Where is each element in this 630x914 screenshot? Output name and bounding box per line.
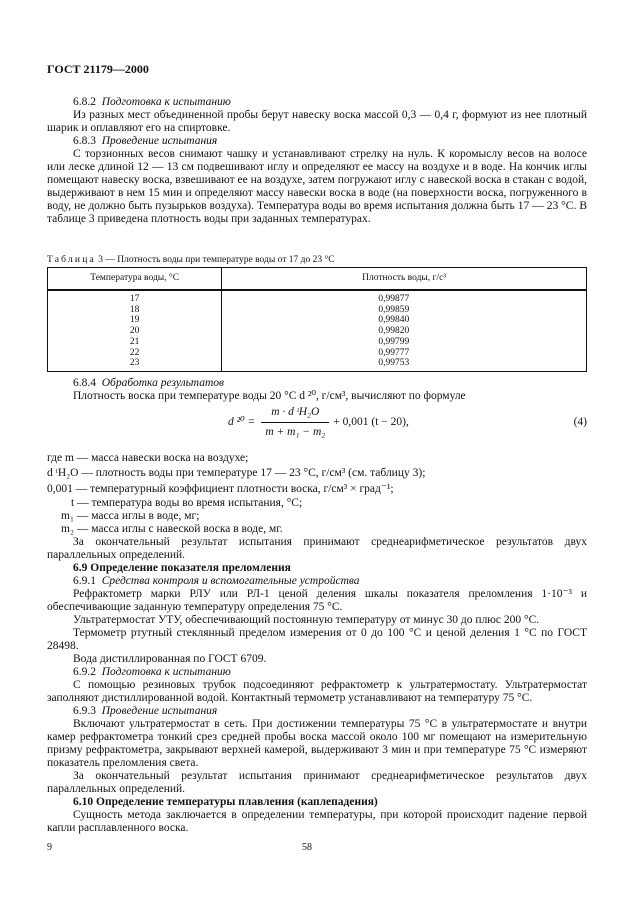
temperature-cell: 20 [48, 326, 222, 337]
paragraph: Из разных мест объединенной пробы берут навеску воска массой 0,3 — 0,4 г, формуют из нее плотный шарик и оплавляют его на спиртовке. [47, 109, 587, 134]
temperature-cell: 18 [48, 305, 222, 316]
paragraph: Вода дистиллированная по ГОСТ 6709. [73, 653, 267, 665]
table-row [48, 337, 587, 348]
table-caption [47, 255, 335, 266]
page-number-center: 58 [302, 842, 312, 853]
formula-number: (4) [573, 415, 587, 428]
section-title: Средства контроля и вспомогательные устройства [101, 575, 360, 587]
section-number: 6.9.1 [73, 575, 96, 587]
heading-6-9-2 [47, 666, 587, 679]
heading-6-9-1 [47, 575, 587, 588]
table-row [48, 315, 587, 326]
section-title: Подготовка к испытанию [101, 666, 231, 678]
section-title: Подготовка к испытанию [101, 96, 231, 108]
definition: где m — масса навески воска на воздухе; [47, 452, 249, 464]
table-row [48, 348, 587, 359]
heading-6-8-3 [47, 135, 587, 148]
paragraph: Термометр ртутный стеклянный пределом измерения от 0 до 100 °С и ценой деления 1 °С по ГОСТ 28498. [47, 627, 587, 652]
paragraph: Ультратермостат УТУ, обеспечивающий постоянную температуру от минус 30 до плюс 200 °С. [73, 614, 540, 626]
section-continued [47, 452, 587, 854]
definition: 0,001 — температурный коэффициент плотности воска, г/см³ × град⁻¹; [47, 483, 394, 495]
section-number: 6.9.2 [73, 666, 96, 678]
paragraph: Сущность метода заключается в определении температуры, при которой происходит падение первой капли расплавленного воска. [47, 809, 587, 834]
column-header: Температура воды, °С [48, 268, 222, 291]
section-number: 6.8.4 [73, 377, 96, 389]
heading-6-9: 6.9 Определение показателя преломления [73, 562, 291, 574]
table-row [48, 290, 587, 305]
definition: t — температура воды во время испытания, °С; [71, 497, 303, 509]
paragraph: Рефрактометр марки РЛУ или РЛ-1 ценой деления шкалы показателя преломления 1·10⁻³ и обеспечивающие заданную температуру определения 75 °С. [47, 588, 587, 613]
heading-6-10: 6.10 Определение температуры плавления (каплепадения) [73, 796, 378, 808]
temperature-cell: 22 [48, 348, 222, 359]
paragraph: С помощью резиновых трубок подсоединяют рефрактометр к ультратермостату. Ультратермостат заполняют дистиллированной водой. Контактный термометр устанавливают на температуру 75 °С. [47, 679, 587, 704]
heading-6-8-2 [47, 96, 587, 109]
heading-6-9-3 [47, 705, 587, 718]
caption-text: 3 — Плотность воды при температуре воды от 17 до 23 °С [95, 255, 335, 265]
temperature-cell: 19 [48, 315, 222, 326]
paragraph: Включают ультратермостат в сеть. При достижении температуры 75 °С в ультратермостате и внутри камер рефрактометра тонкий срез средней пробы воска массой около 100 мг помещают на измерительную призму рефрактометра, закрывают верхней камерой, выдерживают 3 мин и при температуре 75 °С измеряют показатель преломления света. [47, 718, 587, 769]
density-cell: 0,99820 [222, 326, 587, 337]
page-footer [47, 841, 587, 854]
section-number: 6.9.3 [73, 705, 96, 717]
density-cell: 0,99859 [222, 305, 587, 316]
density-cell: 0,99840 [222, 315, 587, 326]
formula-denominator: m + m₁ − m₂ [265, 425, 326, 438]
section-title: Проведение испытания [101, 135, 218, 147]
density-cell: 0,99753 [222, 358, 587, 371]
water-density-table [47, 267, 587, 372]
page-number-left: 9 [47, 842, 52, 853]
table-row [48, 326, 587, 337]
section-6-8-4 [47, 377, 587, 403]
caption-label: Таблица [47, 255, 96, 265]
paragraph: За окончательный результат испытания принимают среднеарифметическое результатов двух параллельных определений. [47, 536, 587, 561]
formula-4 [228, 403, 587, 441]
formula-fraction [261, 405, 329, 440]
section-title: Проведение испытания [101, 705, 218, 717]
table-row [48, 305, 587, 316]
density-cell: 0,99799 [222, 337, 587, 348]
formula-rest: + 0,001 (t − 20), [333, 415, 409, 428]
heading-6-8-4 [47, 377, 587, 390]
formula-lhs: d ²⁰ = [228, 415, 256, 428]
temperature-cell: 21 [48, 337, 222, 348]
paragraph: Плотность воска при температуре воды 20 °С d ²⁰, г/см³, вычисляют по формуле [73, 390, 466, 402]
section-title: Обработка результатов [101, 377, 224, 389]
temperature-cell: 23 [48, 358, 222, 371]
section-number: 6.8.3 [73, 135, 96, 147]
column-header: Плотность воды, г/с³ [222, 268, 587, 291]
section-6-8-2-3 [47, 96, 587, 226]
temperature-cell: 17 [48, 290, 222, 305]
formula-numerator: m · d ᵗH₂O [261, 405, 329, 423]
document-header: ГОСТ 21179—2000 [47, 62, 149, 76]
paragraph: С торзионных весов снимают чашку и устанавливают стрелку на нуль. К коромыслу весов на волосе или леске длиной 12 — 13 см подвешивают иглу и определяют ее массу на воздухе и в воде. На кончик иглы помещают навеску воска, взвешивают ее на воздухе, затем погружают иглу с навеской воска в стакан с водой, выдерживают в нем 15 мин и определяют массу навески воска в воде (на поверхности воска, погруженного в воду, не должно быть пузырьков воздуха). Температура воды во время испытания должна быть 17 — 23 °С. В таблице 3 приведена плотность воды при заданных температурах. [47, 148, 587, 225]
table-row [48, 358, 587, 371]
definition: d ᵗH₂O — плотность воды при температуре 17 — 23 °С, г/см³ (см. таблицу 3); [47, 467, 426, 479]
density-cell: 0,99777 [222, 348, 587, 359]
paragraph: За окончательный результат испытания принимают среднеарифметическое результатов двух параллельных определений. [47, 770, 587, 795]
definition: m₂ — масса иглы с навеской воска в воде, мг. [61, 523, 283, 535]
definition: m₁ — масса иглы в воде, мг; [61, 510, 200, 522]
density-cell: 0,99877 [222, 290, 587, 305]
section-number: 6.8.2 [73, 96, 96, 108]
